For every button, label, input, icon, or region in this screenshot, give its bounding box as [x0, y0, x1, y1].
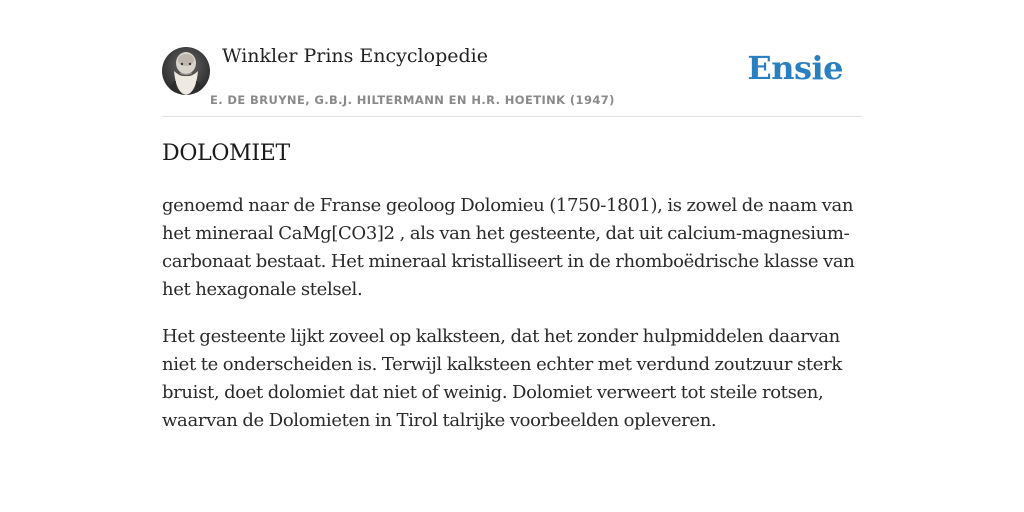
- avatar[interactable]: [162, 47, 210, 95]
- article-paragraph: genoemd naar de Franse geoloog Dolomieu (1750-1801), is zowel de naam van het mineraal CaMg[CO3]2 , als van het gesteente, dat uit calcium-magnesium-carbonaat bestaat. Het mineraal kristalliseert in de rhomboëdrische klasse van het hexagonale stelsel.: [162, 195, 855, 300]
- source-authors: E. DE BRUYNE, G.B.J. HILTERMANN EN H.R. HOETINK (1947): [210, 93, 615, 107]
- article: [162, 138, 862, 454]
- article-title: DOLOMIET: [162, 141, 290, 166]
- ensie-logo-link[interactable]: Ensie: [747, 49, 843, 87]
- source-header: [162, 40, 862, 117]
- article-paragraph: Het gesteente lijkt zoveel op kalksteen, dat het zonder hulpmiddelen daarvan niet te onderscheiden is. Terwijl kalksteen echter met verdund zoutzuur sterk bruist, doet dolomiet dat niet of weinig. Dolomiet verweert tot steile rotsen, waarvan de Dolomieten in Tirol talrijke voorbeelden opleveren.: [162, 326, 842, 431]
- source-title[interactable]: Winkler Prins Encyclopedie: [222, 45, 488, 67]
- bearded-man-portrait-icon: [162, 47, 210, 95]
